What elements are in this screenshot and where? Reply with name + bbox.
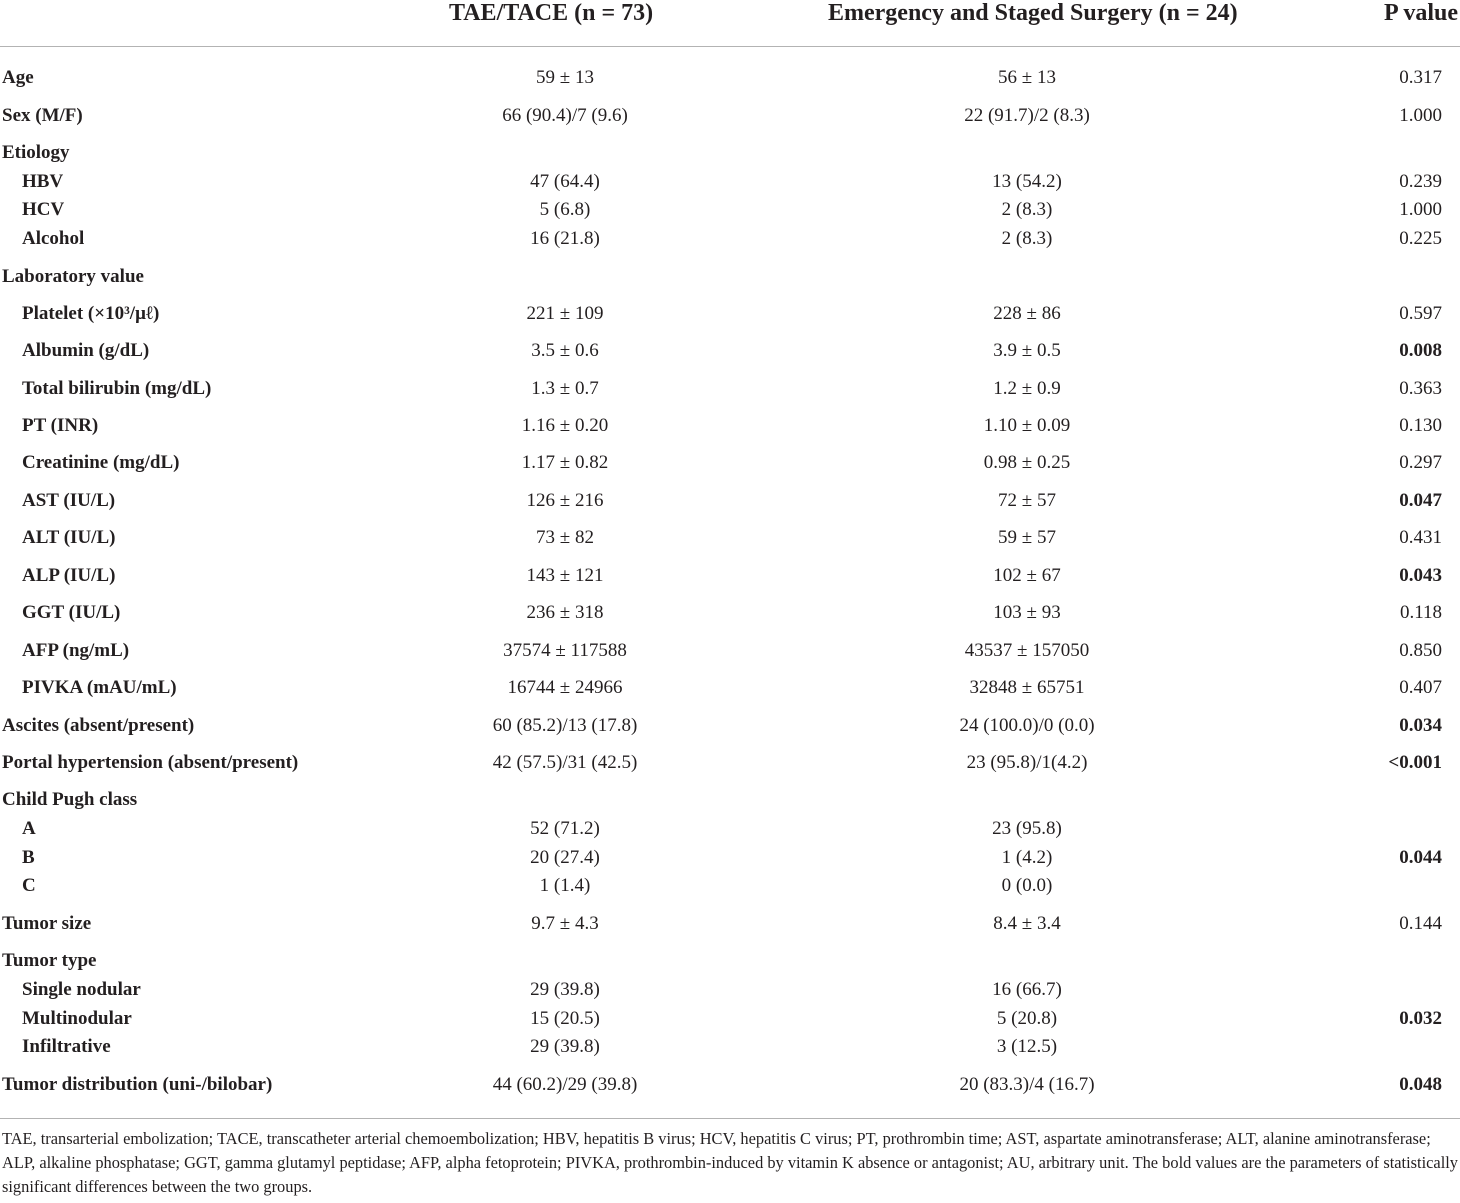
cell-tace: 9.7 ± 4.3 <box>531 913 599 934</box>
cell-p-value: 0.044 <box>1399 847 1442 868</box>
row-label: Child Pugh class <box>2 789 138 810</box>
cell-tace: 3.5 ± 0.6 <box>531 340 599 361</box>
table-row <box>0 598 1460 628</box>
row-label: AFP (ng/mL) <box>22 640 130 661</box>
cell-surgery: 3 (12.5) <box>996 1036 1058 1057</box>
row-label: C <box>22 875 36 896</box>
cell-surgery: 24 (100.0)/0 (0.0) <box>959 715 1095 736</box>
row-label: Portal hypertension (absent/present) <box>2 752 299 773</box>
cell-p-value: 0.225 <box>1399 228 1442 249</box>
row-label: HBV <box>22 171 64 192</box>
cell-tace: 1.16 ± 0.20 <box>521 415 609 436</box>
cell-surgery: 3.9 ± 0.5 <box>993 340 1061 361</box>
row-label: Multinodular <box>22 1008 132 1029</box>
row-label: PIVKA (mAU/mL) <box>22 677 177 698</box>
row-label: HCV <box>22 199 65 220</box>
row-label: Ascites (absent/present) <box>2 715 195 736</box>
cell-tace: 37574 ± 117588 <box>503 640 627 661</box>
table-header <box>0 0 1460 46</box>
cell-surgery: 16 (66.7) <box>992 979 1062 1000</box>
cell-tace: 16744 ± 24966 <box>507 677 623 698</box>
cell-p-value: 0.431 <box>1399 527 1442 548</box>
table-row <box>0 195 1460 225</box>
cell-surgery: 32848 ± 65751 <box>969 677 1085 698</box>
table-row <box>0 843 1460 873</box>
row-label: Tumor size <box>2 913 92 934</box>
cell-p-value: 0.317 <box>1399 67 1442 88</box>
cell-surgery: 43537 ± 157050 <box>964 640 1090 661</box>
cell-surgery: 228 ± 86 <box>993 303 1061 324</box>
row-label: ALP (IU/L) <box>22 565 116 586</box>
cell-tace: 1.17 ± 0.82 <box>521 452 609 473</box>
cell-tace: 15 (20.5) <box>530 1008 600 1029</box>
cell-surgery: 72 ± 57 <box>998 490 1056 511</box>
cell-tace: 5 (6.8) <box>539 199 591 220</box>
cell-p-value: 0.363 <box>1399 378 1442 399</box>
cell-tace: 73 ± 82 <box>536 527 594 548</box>
table-row <box>0 785 1460 815</box>
cell-surgery: 1.2 ± 0.9 <box>993 378 1061 399</box>
cell-tace: 16 (21.8) <box>530 228 600 249</box>
table-row <box>0 374 1460 404</box>
table-row <box>0 814 1460 844</box>
cell-tace: 20 (27.4) <box>530 847 600 868</box>
table-row <box>0 636 1460 666</box>
cell-surgery: 13 (54.2) <box>992 171 1062 192</box>
cell-tace: 60 (85.2)/13 (17.8) <box>492 715 638 736</box>
row-label: Etiology <box>2 142 70 163</box>
footer-rule <box>0 1118 1460 1119</box>
cell-surgery: 56 ± 13 <box>998 67 1056 88</box>
header-surgery: Emergency and Staged Surgery (n = 24) <box>828 0 1238 26</box>
row-label: Albumin (g/dL) <box>22 340 150 361</box>
cell-tace: 221 ± 109 <box>526 303 604 324</box>
cell-p-value: 0.032 <box>1399 1008 1442 1029</box>
cell-surgery: 2 (8.3) <box>1001 199 1053 220</box>
table-row <box>0 711 1460 741</box>
row-label: Tumor type <box>2 950 97 971</box>
cell-p-value: 0.047 <box>1399 490 1442 511</box>
cell-surgery: 2 (8.3) <box>1001 228 1053 249</box>
row-label: Alcohol <box>22 228 85 249</box>
cell-tace: 143 ± 121 <box>526 565 604 586</box>
header-tace: TAE/TACE (n = 73) <box>449 0 654 26</box>
cell-surgery: 59 ± 57 <box>998 527 1056 548</box>
table-row <box>0 561 1460 591</box>
row-label: PT (INR) <box>22 415 99 436</box>
header-p-value: P value <box>1383 0 1458 26</box>
row-label: Infiltrative <box>22 1036 111 1057</box>
cell-p-value: 0.597 <box>1399 303 1442 324</box>
table-row <box>0 1004 1460 1034</box>
cell-tace: 1.3 ± 0.7 <box>531 378 599 399</box>
cell-surgery: 8.4 ± 3.4 <box>993 913 1061 934</box>
cell-tace: 29 (39.8) <box>530 1036 600 1057</box>
row-label: Age <box>2 67 34 88</box>
cell-p-value: 0.297 <box>1399 452 1442 473</box>
cell-surgery: 5 (20.8) <box>996 1008 1058 1029</box>
table-row <box>0 63 1460 93</box>
table-row <box>0 336 1460 366</box>
row-label: ALT (IU/L) <box>22 527 116 548</box>
table-row <box>0 299 1460 329</box>
cell-tace: 44 (60.2)/29 (39.8) <box>492 1074 638 1095</box>
cell-p-value: 1.000 <box>1399 105 1442 126</box>
cell-surgery: 23 (95.8) <box>992 818 1062 839</box>
cell-p-value: 0.034 <box>1399 715 1442 736</box>
cell-tace: 29 (39.8) <box>530 979 600 1000</box>
cell-p-value: 0.048 <box>1399 1074 1442 1095</box>
table-row <box>0 101 1460 131</box>
row-label: Platelet (×10³/μℓ) <box>22 303 160 324</box>
cell-tace: 126 ± 216 <box>526 490 604 511</box>
table-row <box>0 748 1460 778</box>
table-row <box>0 975 1460 1005</box>
cell-p-value: 1.000 <box>1399 199 1442 220</box>
row-label: Tumor distribution (uni-/bilobar) <box>2 1074 273 1095</box>
cell-p-value: <0.001 <box>1388 752 1442 773</box>
row-label: Total bilirubin (mg/dL) <box>22 378 212 399</box>
cell-surgery: 20 (83.3)/4 (16.7) <box>959 1074 1095 1095</box>
cell-surgery: 102 ± 67 <box>993 565 1061 586</box>
cell-p-value: 0.850 <box>1399 640 1442 661</box>
table-row <box>0 224 1460 254</box>
table-row <box>0 262 1460 292</box>
table-row <box>0 673 1460 703</box>
table-row <box>0 1070 1460 1100</box>
row-label: Laboratory value <box>2 266 144 287</box>
cell-tace: 1 (1.4) <box>539 875 591 896</box>
cell-p-value: 0.239 <box>1399 171 1442 192</box>
table-row <box>0 523 1460 553</box>
cell-tace: 236 ± 318 <box>526 602 604 623</box>
cell-p-value: 0.118 <box>1399 602 1442 623</box>
table-row <box>0 138 1460 168</box>
row-label: B <box>22 847 35 868</box>
cell-p-value: 0.043 <box>1399 565 1442 586</box>
cell-tace: 66 (90.4)/7 (9.6) <box>502 105 628 126</box>
cell-p-value: 0.008 <box>1399 340 1442 361</box>
header-rule <box>0 46 1460 47</box>
cell-tace: 47 (64.4) <box>530 171 600 192</box>
table-row <box>0 871 1460 901</box>
cell-surgery: 23 (95.8)/1(4.2) <box>966 752 1088 773</box>
table-footnote <box>2 1127 1458 1199</box>
cell-p-value: 0.407 <box>1399 677 1442 698</box>
table-row <box>0 167 1460 197</box>
cell-tace: 59 ± 13 <box>536 67 594 88</box>
cell-surgery: 1.10 ± 0.09 <box>983 415 1071 436</box>
row-label: AST (IU/L) <box>22 490 116 511</box>
footnote-abbreviations: TAE, transarterial embolization; TACE, transcatheter arterial chemoembolization; HBV, hepatitis B virus; HCV, hepatitis C virus; PT, prothrombin time; AST, aspartate aminotransferase; ALT, alanine aminotransferase; ALP, alkaline phosphatase; GGT, gamma glutamyl peptidase; AFP, alpha fetoprotein; PIVKA, prothrombin-induced by vitamin K absence or antagonist; AU, arbitrary unit. <box>2 1129 1431 1172</box>
table-row <box>0 486 1460 516</box>
cell-surgery: 103 ± 93 <box>993 602 1061 623</box>
row-label: Creatinine (mg/dL) <box>22 452 180 473</box>
row-label: Sex (M/F) <box>2 105 83 126</box>
footnote-bold-note: The bold values are the parameters of statistically significant differences between the two groups. <box>2 1153 1459 1196</box>
table-row <box>0 946 1460 976</box>
cell-surgery: 0 (0.0) <box>1001 875 1053 896</box>
cell-surgery: 0.98 ± 0.25 <box>983 452 1071 473</box>
table-row <box>0 411 1460 441</box>
table-row <box>0 448 1460 478</box>
row-label: GGT (IU/L) <box>22 602 121 623</box>
row-label: A <box>22 818 36 839</box>
cell-surgery: 22 (91.7)/2 (8.3) <box>964 105 1090 126</box>
cell-surgery: 1 (4.2) <box>1001 847 1053 868</box>
row-label: Single nodular <box>22 979 141 1000</box>
table-row <box>0 1032 1460 1062</box>
cell-p-value: 0.144 <box>1399 913 1442 934</box>
cell-tace: 52 (71.2) <box>530 818 600 839</box>
cell-tace: 42 (57.5)/31 (42.5) <box>492 752 638 773</box>
cell-p-value: 0.130 <box>1399 415 1442 436</box>
table-row <box>0 909 1460 939</box>
